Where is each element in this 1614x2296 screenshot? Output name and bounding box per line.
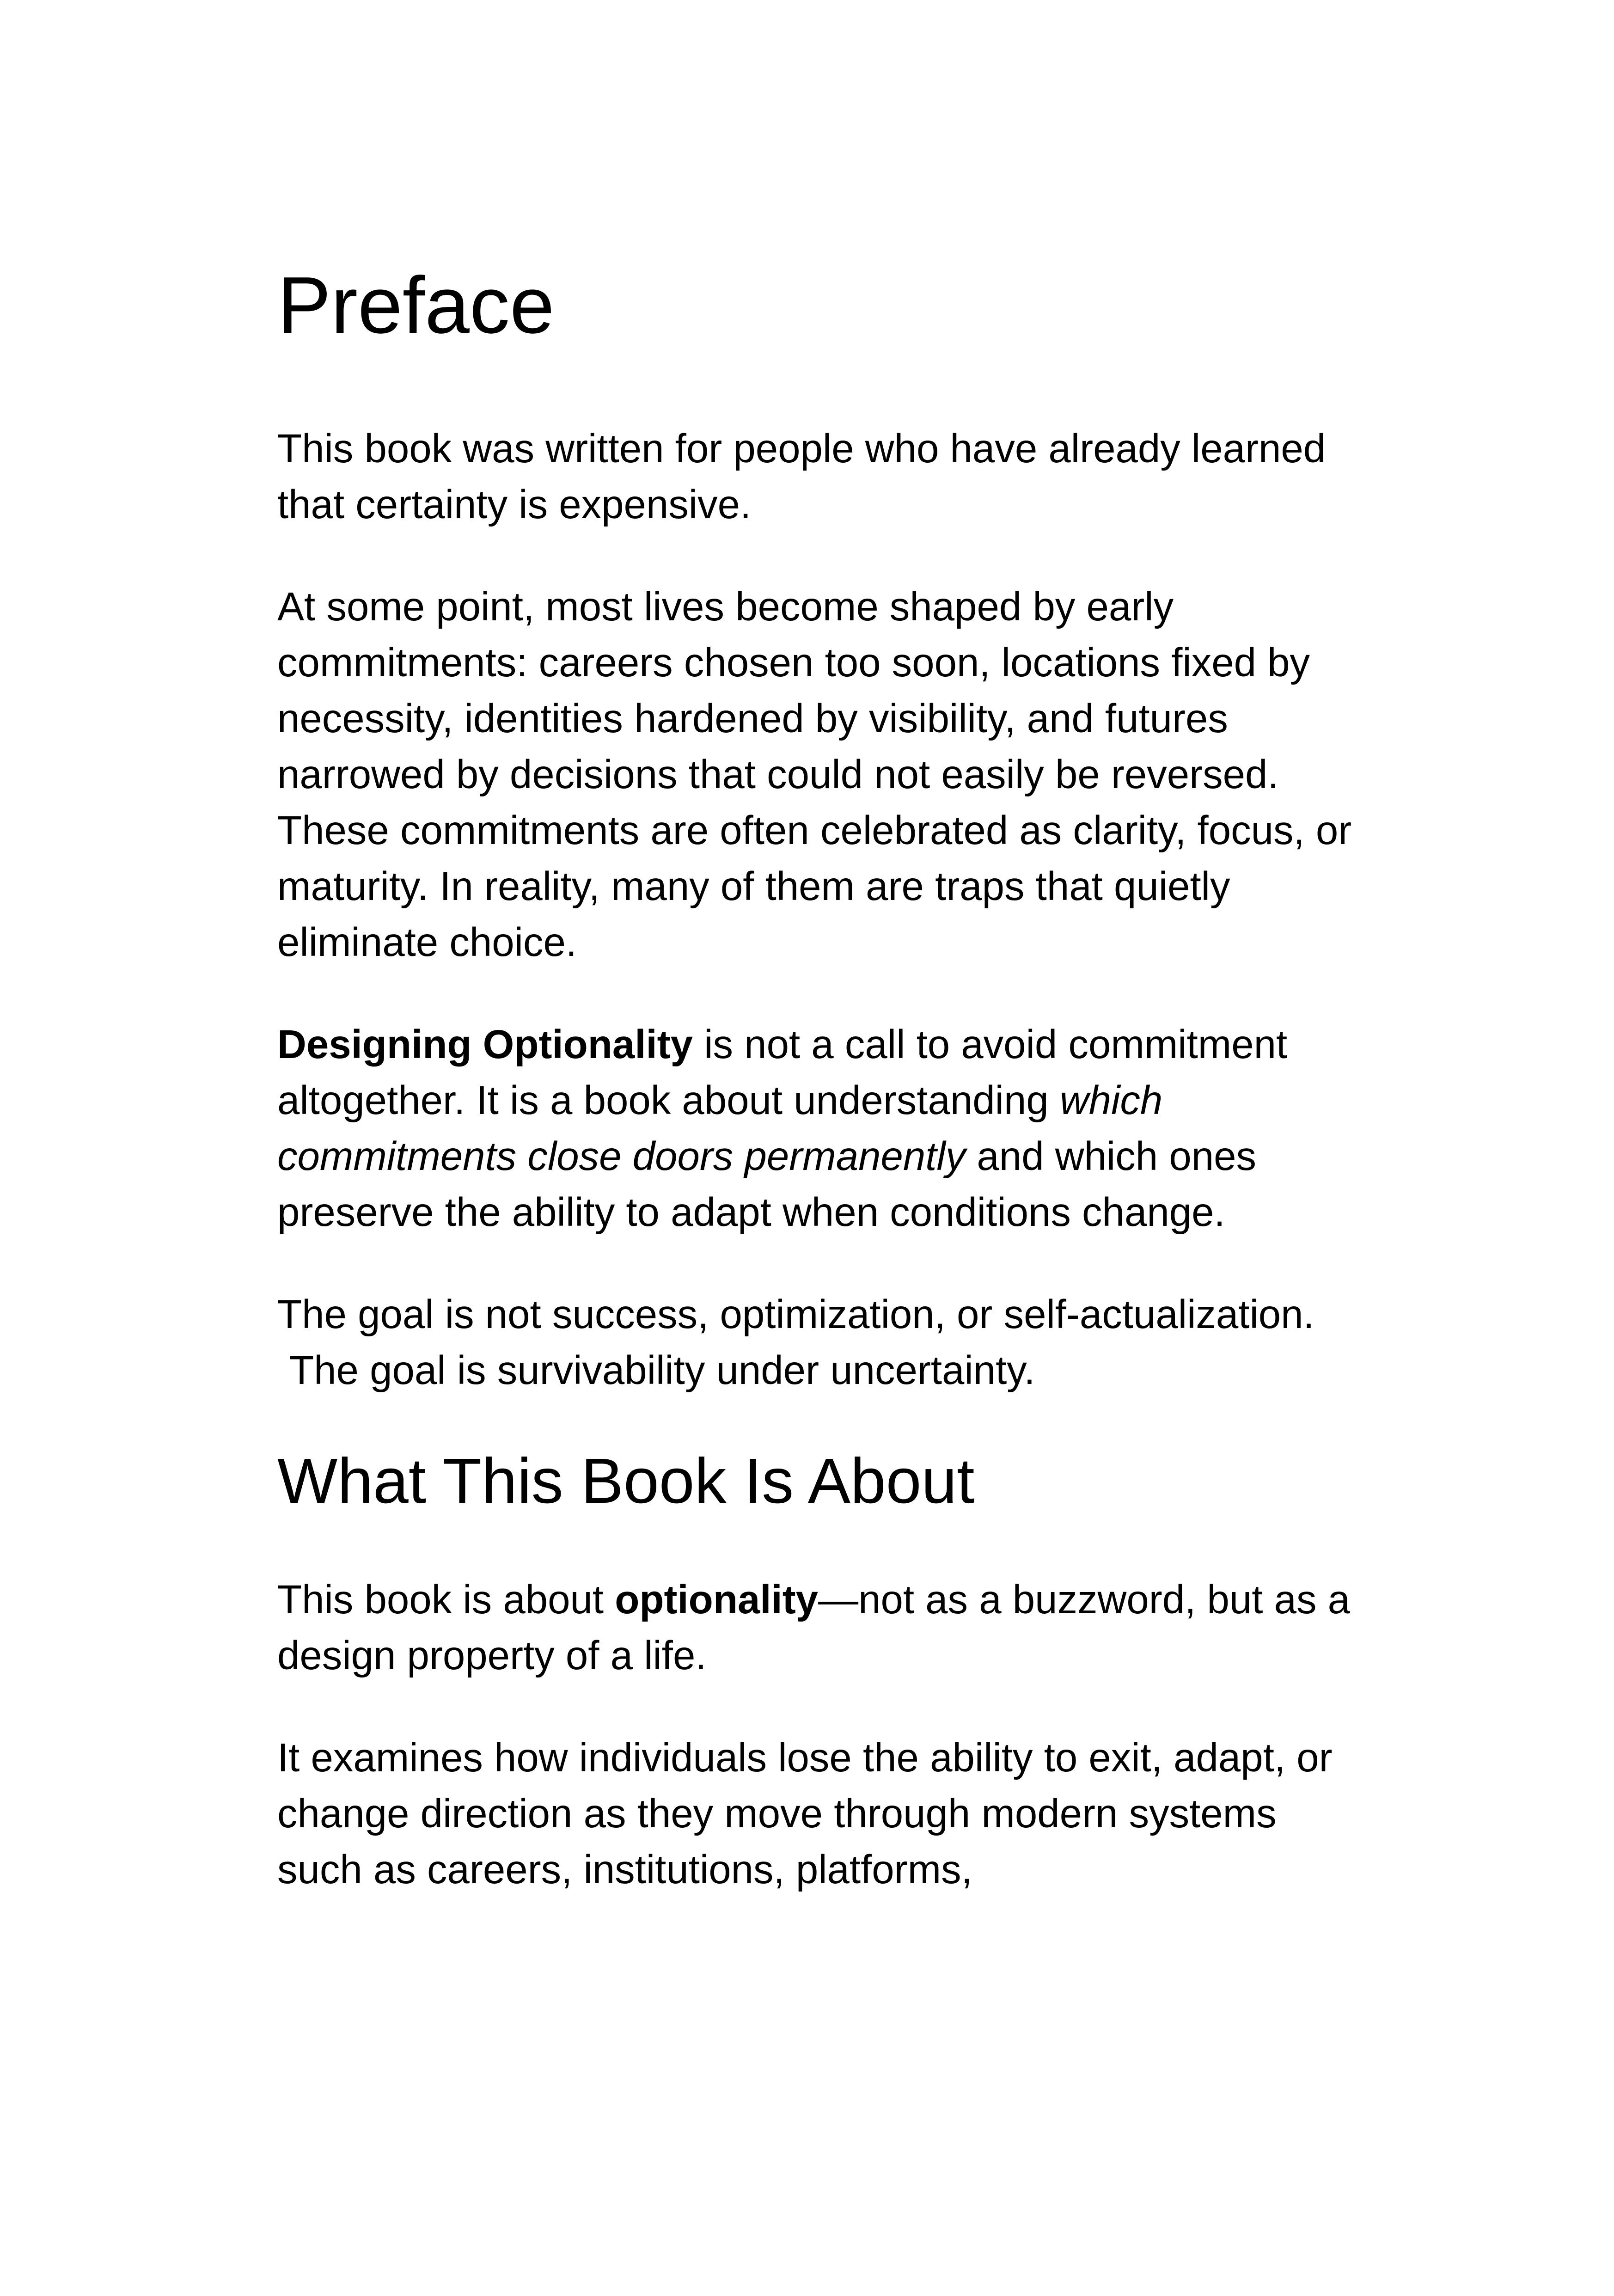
about-paragraph-2: It examines how individuals lose the ability to exit, adapt, or change direction as they move through modern systems such as careers, institutions, platforms, bbox=[277, 1735, 1333, 1892]
emphasis-text: which commitments close doors permanently bbox=[277, 1078, 1163, 1179]
preface-paragraph-3-text-2: and which ones preserve the ability to adapt when conditions change. bbox=[277, 1134, 1257, 1235]
optionality-bold: optionality bbox=[615, 1577, 819, 1622]
about-paragraph-1-text-1: This book is about bbox=[277, 1577, 615, 1622]
preface-paragraph-3-text-1: is not a call to avoid commitment altogether. It is a book about understanding bbox=[277, 1022, 1288, 1123]
about-heading: What This Book Is About bbox=[277, 1445, 975, 1517]
about-paragraph-1 bbox=[277, 1572, 1359, 1684]
document-page bbox=[277, 259, 1359, 1944]
goal-line-1: The goal is not success, optimization, or self-actualization. bbox=[277, 1292, 1314, 1337]
preface-paragraph-4 bbox=[277, 1286, 1359, 1398]
about-paragraph-1-text-2: —not as a buzzword, but as a design property of a life. bbox=[277, 1577, 1351, 1678]
preface-paragraph-2: At some point, most lives become shaped by early commitments: careers chosen too soon, locations fixed by necessity, identities hardened by visibility, and futures narrowed by decisions that could not easily be reversed. These commitments are often celebrated as clarity, focus, or maturity. In reality, many of them are traps that quietly eliminate choice. bbox=[277, 584, 1352, 965]
preface-paragraph-3 bbox=[277, 1016, 1359, 1240]
goal-line-2: The goal is survivability under uncertainty. bbox=[289, 1348, 1035, 1393]
book-title-bold: Designing Optionality bbox=[277, 1022, 693, 1067]
preface-heading: Preface bbox=[277, 260, 555, 350]
preface-paragraph-1: This book was written for people who have already learned that certainty is expensive. bbox=[277, 426, 1326, 527]
